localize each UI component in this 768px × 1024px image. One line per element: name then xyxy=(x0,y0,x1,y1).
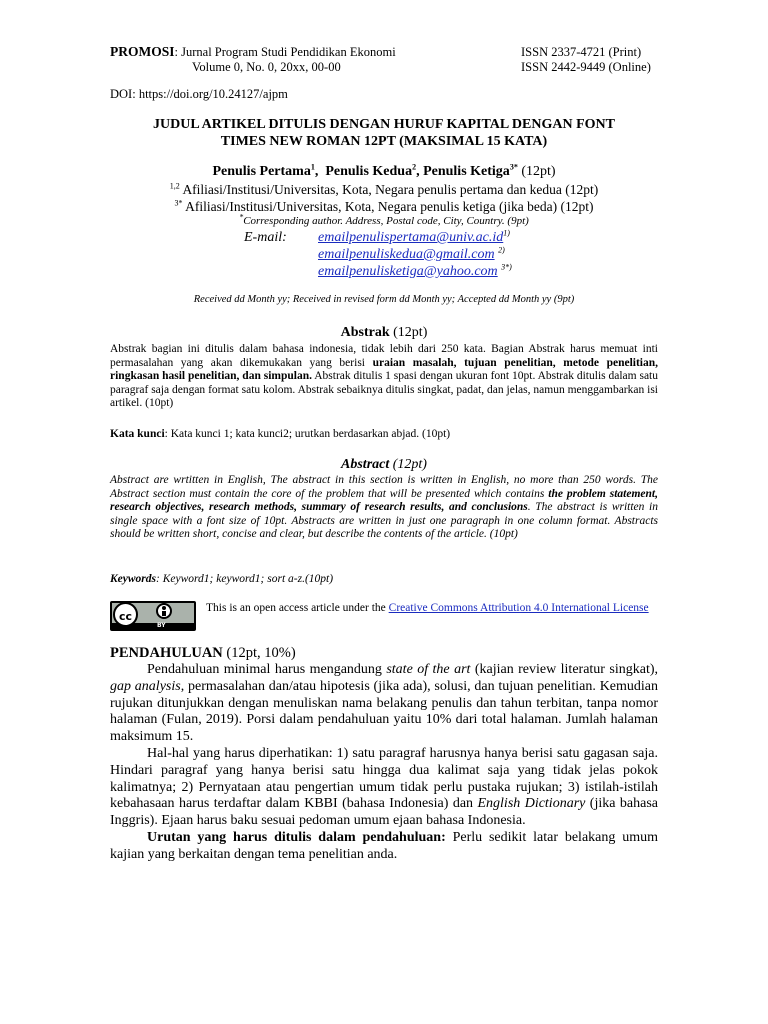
paragraph-3 xyxy=(110,830,658,864)
abstrak-heading-text: Abstrak xyxy=(340,325,390,340)
email-label: E-mail: xyxy=(244,230,287,245)
issn-print: ISSN 2337-4721 (Print) xyxy=(521,45,642,59)
pendahuluan-heading-text: PENDAHULUAN xyxy=(110,645,223,661)
author-3-sup: 3* xyxy=(509,162,518,172)
email-3-sup: 3*) xyxy=(501,262,512,272)
email-link-2[interactable]: emailpenuliskedua@gmail.com xyxy=(318,247,495,262)
license-statement xyxy=(206,601,649,615)
kata-kunci xyxy=(110,427,450,441)
affiliation-1 xyxy=(110,181,658,198)
journal-name: : Jurnal Program Studi Pendidikan Ekonomi xyxy=(174,45,396,59)
abstrak-heading-size: (12pt) xyxy=(389,325,428,340)
p3-bold: Urutan yang harus ditulis dalam pendahuluan: xyxy=(147,829,446,845)
pendahuluan-heading-size: (12pt, 10%) xyxy=(222,645,296,661)
affiliation-1-text: Afiliasi/Institusi/Universitas, Kota, Negara penulis pertama dan kedua (12pt) xyxy=(182,182,599,197)
corresponding-text: Corresponding author. Address, Postal code, City, Country. (9pt) xyxy=(243,215,529,227)
article-title xyxy=(110,116,658,150)
abstract-heading-text: Abstract xyxy=(341,457,390,472)
corresponding-sup: * xyxy=(239,212,244,222)
email-row-1 xyxy=(318,229,510,246)
abstract-text-2: . The abstract is written in single space with a font size of 10pt. Abstracts are written in just one paragraph in one column format. Abstracts should be written short, concise and clear, but describe the contents of the article. (10pt) xyxy=(110,501,658,540)
paragraph-2 xyxy=(110,746,658,830)
keywords xyxy=(110,572,333,586)
by-label: BY xyxy=(157,622,166,629)
license-link[interactable]: Creative Commons Attribution 4.0 International License xyxy=(388,602,649,614)
volume-info: Volume 0, No. 0, 20xx, 00-00 xyxy=(192,60,341,74)
paragraph-1 xyxy=(110,662,658,746)
corresponding-author xyxy=(110,212,658,228)
abstrak-body xyxy=(110,343,658,411)
journal-header xyxy=(110,44,396,60)
abstrak-text-1: Abstrak bagian ini ditulis dalam bahasa indonesia, tidak lebih dari 250 kata. Bagian Abstrak harus memuat inti permasalahan yang akan dikemukakan yang berisi xyxy=(110,343,658,369)
p1-text-c: , permasalahan dan/atau hipotesis (jika ada), solusi, dan tujuan penelitian. Kemudian rujukan ditunjukkan dengan menuliskan nama belakang penulis dan tahun terbitan, tanpa nomor halaman (Fulan, 2019). Porsi dalam pendahuluan yaitu 10% dari total halaman. Jumlah halaman maksimum 15. xyxy=(110,678,659,745)
pendahuluan-heading xyxy=(110,645,296,662)
affiliation-2 xyxy=(110,198,658,215)
p3-text: Perlu sedikit latar belakang umum kajian yang berkaitan dengan tema penelitian anda. xyxy=(110,829,658,862)
pendahuluan-body xyxy=(110,662,658,864)
journal-label: PROMOSI xyxy=(110,44,175,59)
abstract-heading xyxy=(110,457,658,473)
author-1: Penulis Pertama xyxy=(212,164,311,179)
keywords-label: Keywords xyxy=(110,573,156,585)
p1-text-a: Pendahuluan minimal harus mengandung xyxy=(147,662,387,677)
abstract-bold: the problem statement, research objectives, research methods, summary of research results, and conclusions xyxy=(110,487,658,513)
kata-kunci-label: Kata kunci xyxy=(110,428,165,440)
attribution-person-icon xyxy=(156,603,172,619)
abstract-heading-size: (12pt) xyxy=(389,457,427,472)
affiliation-1-sup: 1,2 xyxy=(169,181,180,191)
email-link-3[interactable]: emailpenulisketiga@yahoo.com xyxy=(318,264,498,279)
p2-italic: English Dictionary xyxy=(477,796,586,812)
email-2-sup: 2) xyxy=(498,245,505,255)
received-dates: Received dd Month yy; Received in revised form dd Month yy; Accepted dd Month yy (9pt) xyxy=(193,294,575,305)
abstract-body xyxy=(110,474,658,542)
p1-text-b: (kajian review literatur singkat), xyxy=(470,662,658,677)
authors-line: Penulis Pertama$^1$, Penulis Kedua$^2$, Penulis Ketiga$^{3*}$ (12pt) xyxy=(212,162,556,179)
abstrak-heading xyxy=(110,325,658,341)
issn-online: ISSN 2442-9449 (Online) xyxy=(521,60,651,74)
kata-kunci-text: : Kata kunci 1; kata kunci2; urutkan berdasarkan abjad. (10pt) xyxy=(164,428,451,440)
keywords-text: : Keyword1; keyword1; sort a-z.(10pt) xyxy=(156,573,334,585)
cc-by-badge[interactable] xyxy=(110,601,196,631)
author-1-sup: 1 xyxy=(310,162,315,172)
license-text: This is an open access article under the xyxy=(206,602,389,614)
email-row-2 xyxy=(318,246,505,263)
title-line-1: JUDUL ARTIKEL DITULIS DENGAN HURUF KAPITAL DENGAN FONT xyxy=(153,117,615,132)
p1-italic-2: gap analysis xyxy=(110,678,181,694)
title-line-2: TIMES NEW ROMAN 12PT (MAKSIMAL 15 KATA) xyxy=(220,134,548,149)
abstract-text-1: Abstract are wrtitten in English, The abstract in this section is written in English, no more than 250 words. The Abstract section must contain the core of the problem that will be presented which contains xyxy=(110,474,658,500)
author-size-note: (12pt) xyxy=(521,164,556,179)
email-link-1[interactable]: emailpenulispertama@univ.ac.id xyxy=(318,230,504,245)
abstrak-bold: uraian masalah, tujuan penelitian, metode penelitian, ringkasan hasil penelitian, dan simpulan. xyxy=(110,356,659,382)
abstrak-text-2: Abstrak ditulis 1 spasi dengan ukuran font 10pt. Abstrak ditulis dalam satu paragraf saja dengan format satu kolom. Abstrak sebaiknya ditulis singkat, padat, dan jelas, namun menggambarkan isi artikel. (10pt) xyxy=(110,370,659,409)
affiliation-2-text: Afiliasi/Institusi/Universitas, Kota, Negara penulis ketiga (jika beda) (12pt) xyxy=(185,199,594,214)
email-1-sup: 1) xyxy=(503,228,510,238)
email-row-3 xyxy=(318,263,512,280)
author-2-sup: 2 xyxy=(412,162,417,172)
p1-italic-1: state of the art xyxy=(386,662,471,677)
doi: DOI: https://doi.org/10.24127/ajpm xyxy=(110,87,288,101)
p2-text-b: (jika bahasa Inggris). Ejaan harus baku sesuai pedoman umum ejaan bahasa Indonesia. xyxy=(110,796,658,829)
author-3: Penulis Ketiga xyxy=(423,164,510,179)
author-2: Penulis Kedua xyxy=(325,164,413,179)
p2-text-a: Hal-hal yang harus diperhatikan: 1) satu paragraf harusnya hanya berisi satu gagasan saja. Hindari paragraf yang hanya berisi satu hingga dua kalimat saja yang tidak jelas pokok kalimatnya; 2) Pernyataan atau pengertian umum tidak perlu pustaka rujukan; 3) istilah-istilah kebahasaan harus terdaftar dalam KBBI (bahasa Indonesia) dan xyxy=(110,745,658,812)
affiliation-2-sup: 3* xyxy=(174,198,183,208)
cc-icon: cc xyxy=(113,602,138,627)
